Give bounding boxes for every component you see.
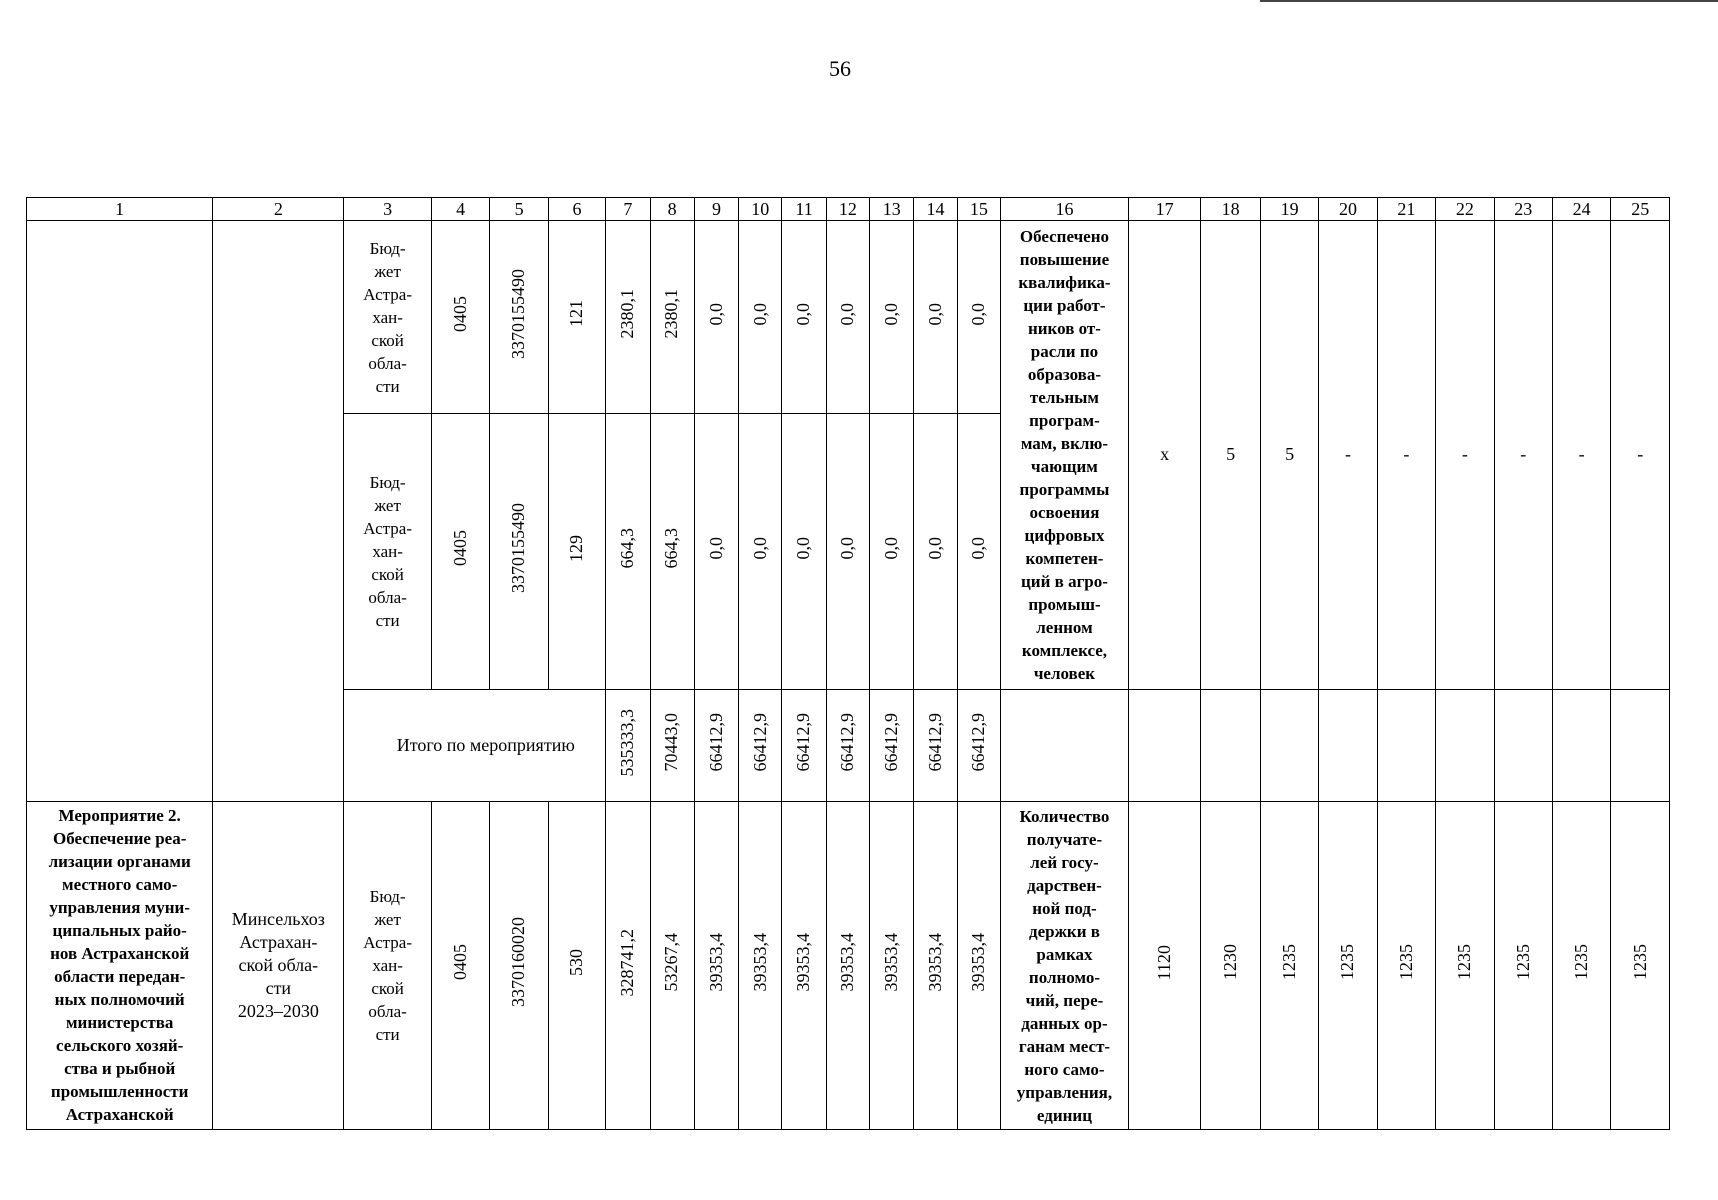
empty-cell (1494, 690, 1552, 802)
column-number-row (27, 198, 1670, 221)
target-article-cell: 3370160020 (490, 802, 548, 1130)
amount-year-cell: 0,0 (782, 414, 826, 690)
indicator-value: 1235 (1260, 802, 1318, 1130)
indicator-value: - (1494, 221, 1552, 690)
amount-year-cell: 0,0 (826, 414, 869, 690)
total-amount-cell: 66412,9 (782, 690, 826, 802)
amount-year-cell: 0,0 (957, 414, 1000, 690)
empty-cell (1319, 690, 1377, 802)
indicator-value: 1230 (1201, 802, 1260, 1130)
indicator-value: 1235 (1377, 802, 1435, 1130)
measure-name-cell: Мероприятие 2. Обеспечение реа- лизации органами местного само- управления муни- ципальных райо- нов Астраханской области передан- ных полномочий министерства сельского хозяй- ства и рыбной промышленности Астраханской (27, 802, 213, 1130)
amount-year-cell: 0,0 (694, 414, 738, 690)
amount-year-cell: 39353,4 (957, 802, 1000, 1130)
amount-year-cell: 0,0 (782, 221, 826, 414)
total-amount-cell: 66412,9 (914, 690, 957, 802)
col-num-2: 2 (213, 198, 344, 221)
expense-type-cell: 530 (548, 802, 605, 1130)
col-num-17: 17 (1128, 198, 1201, 221)
col-num-6: 6 (548, 198, 605, 221)
empty-cell (1001, 690, 1129, 802)
measure-2-row (27, 802, 1670, 1130)
empty-cell (1260, 690, 1318, 802)
col-num-14: 14 (914, 198, 957, 221)
measure-name-cell-empty (27, 221, 213, 802)
amount-total-cell: 328741,2 (606, 802, 650, 1130)
target-article-cell: 3370155490 (490, 414, 548, 690)
col-num-24: 24 (1552, 198, 1610, 221)
table-row (27, 221, 1670, 414)
col-num-3: 3 (344, 198, 432, 221)
col-num-9: 9 (694, 198, 738, 221)
amount-year-cell: 39353,4 (694, 802, 738, 1130)
expense-type-cell: 121 (548, 221, 605, 414)
col-num-22: 22 (1436, 198, 1494, 221)
col-num-7: 7 (606, 198, 650, 221)
col-num-8: 8 (650, 198, 694, 221)
empty-cell (1552, 690, 1610, 802)
amount-year-cell: 39353,4 (870, 802, 914, 1130)
indicator-value: - (1611, 221, 1670, 690)
indicator-value: 1235 (1611, 802, 1670, 1130)
amount-year-cell: 39353,4 (739, 802, 782, 1130)
funding-source-cell: Бюд- жет Астра- хан- ской обла- сти (344, 221, 432, 414)
amount-total-cell: 2380,1 (606, 221, 650, 414)
col-num-5: 5 (490, 198, 548, 221)
indicator-cell: Обеспечено повышение квалифика- ции работ- ников от- расли по образова- тельным програм- мам, вклю- чающим программы освоения цифровых компетен- ций в агро- промыш- ленном комплексе, человек (1001, 221, 1129, 690)
amount-year-cell: 0,0 (739, 221, 782, 414)
executor-cell-empty (213, 221, 344, 802)
amount-year-cell: 0,0 (826, 221, 869, 414)
indicator-value: 1235 (1494, 802, 1552, 1130)
funding-source-cell: Бюд- жет Астра- хан- ской обла- сти (344, 802, 432, 1130)
section-code-cell: 0405 (431, 802, 489, 1130)
total-amount-cell: 66412,9 (870, 690, 914, 802)
indicator-value: - (1552, 221, 1610, 690)
indicator-cell: Количество получате- лей госу- дарствен- ной под- держки в рамках полномо- чий, пере- данных ор- ганам мест- ного само- управления, единиц (1001, 802, 1129, 1130)
indicator-value: 1235 (1436, 802, 1494, 1130)
target-article-cell: 3370155490 (490, 221, 548, 414)
indicator-value: 1235 (1552, 802, 1610, 1130)
amount-year-cell: 0,0 (914, 221, 957, 414)
col-num-18: 18 (1201, 198, 1260, 221)
col-num-4: 4 (431, 198, 489, 221)
empty-cell (1611, 690, 1670, 802)
col-num-10: 10 (739, 198, 782, 221)
col-num-23: 23 (1494, 198, 1552, 221)
amount-year-cell: 0,0 (870, 221, 914, 414)
indicator-value: 5 (1201, 221, 1260, 690)
total-amount-cell: 66412,9 (739, 690, 782, 802)
amount-year-cell: 0,0 (957, 221, 1000, 414)
indicator-base-value: 1120 (1128, 802, 1201, 1130)
top-border-line (1260, 0, 1718, 2)
amount-year-cell: 2380,1 (650, 221, 694, 414)
indicator-base-value: x (1128, 221, 1201, 690)
amount-year-cell: 664,3 (650, 414, 694, 690)
total-amount-cell: 66412,9 (957, 690, 1000, 802)
funding-source-cell: Бюд- жет Астра- хан- ской обла- сти (344, 414, 432, 690)
section-code-cell: 0405 (431, 221, 489, 414)
col-num-13: 13 (870, 198, 914, 221)
indicator-value: - (1377, 221, 1435, 690)
amount-total-cell: 664,3 (606, 414, 650, 690)
col-num-15: 15 (957, 198, 1000, 221)
total-amount-cell: 535333,3 (606, 690, 650, 802)
indicator-value: 1235 (1319, 802, 1377, 1130)
total-amount-cell: 70443,0 (650, 690, 694, 802)
total-amount-cell: 66412,9 (826, 690, 869, 802)
amount-year-cell: 39353,4 (782, 802, 826, 1130)
amount-year-cell: 53267,4 (650, 802, 694, 1130)
col-num-21: 21 (1377, 198, 1435, 221)
section-code-cell: 0405 (431, 414, 489, 690)
indicator-value: - (1436, 221, 1494, 690)
program-table (26, 197, 1670, 1130)
col-num-1: 1 (27, 198, 213, 221)
empty-cell (1377, 690, 1435, 802)
empty-cell (1201, 690, 1260, 802)
col-num-16: 16 (1001, 198, 1129, 221)
amount-year-cell: 0,0 (694, 221, 738, 414)
total-amount-cell: 66412,9 (694, 690, 738, 802)
indicator-value: - (1319, 221, 1377, 690)
executor-cell: Минсельхоз Астрахан- ской обла- сти 2023–2030 (213, 802, 344, 1130)
indicator-value: 5 (1260, 221, 1318, 690)
col-num-20: 20 (1319, 198, 1377, 221)
expense-type-cell: 129 (548, 414, 605, 690)
col-num-12: 12 (826, 198, 869, 221)
amount-year-cell: 0,0 (739, 414, 782, 690)
empty-cell (1128, 690, 1201, 802)
amount-year-cell: 39353,4 (914, 802, 957, 1130)
col-num-25: 25 (1611, 198, 1670, 221)
amount-year-cell: 39353,4 (826, 802, 869, 1130)
page-number: 56 (829, 56, 851, 81)
amount-year-cell: 0,0 (914, 414, 957, 690)
col-num-11: 11 (782, 198, 826, 221)
amount-year-cell: 0,0 (870, 414, 914, 690)
total-label-cell: Итого по мероприятию (344, 690, 606, 802)
col-num-19: 19 (1260, 198, 1318, 221)
empty-cell (1436, 690, 1494, 802)
